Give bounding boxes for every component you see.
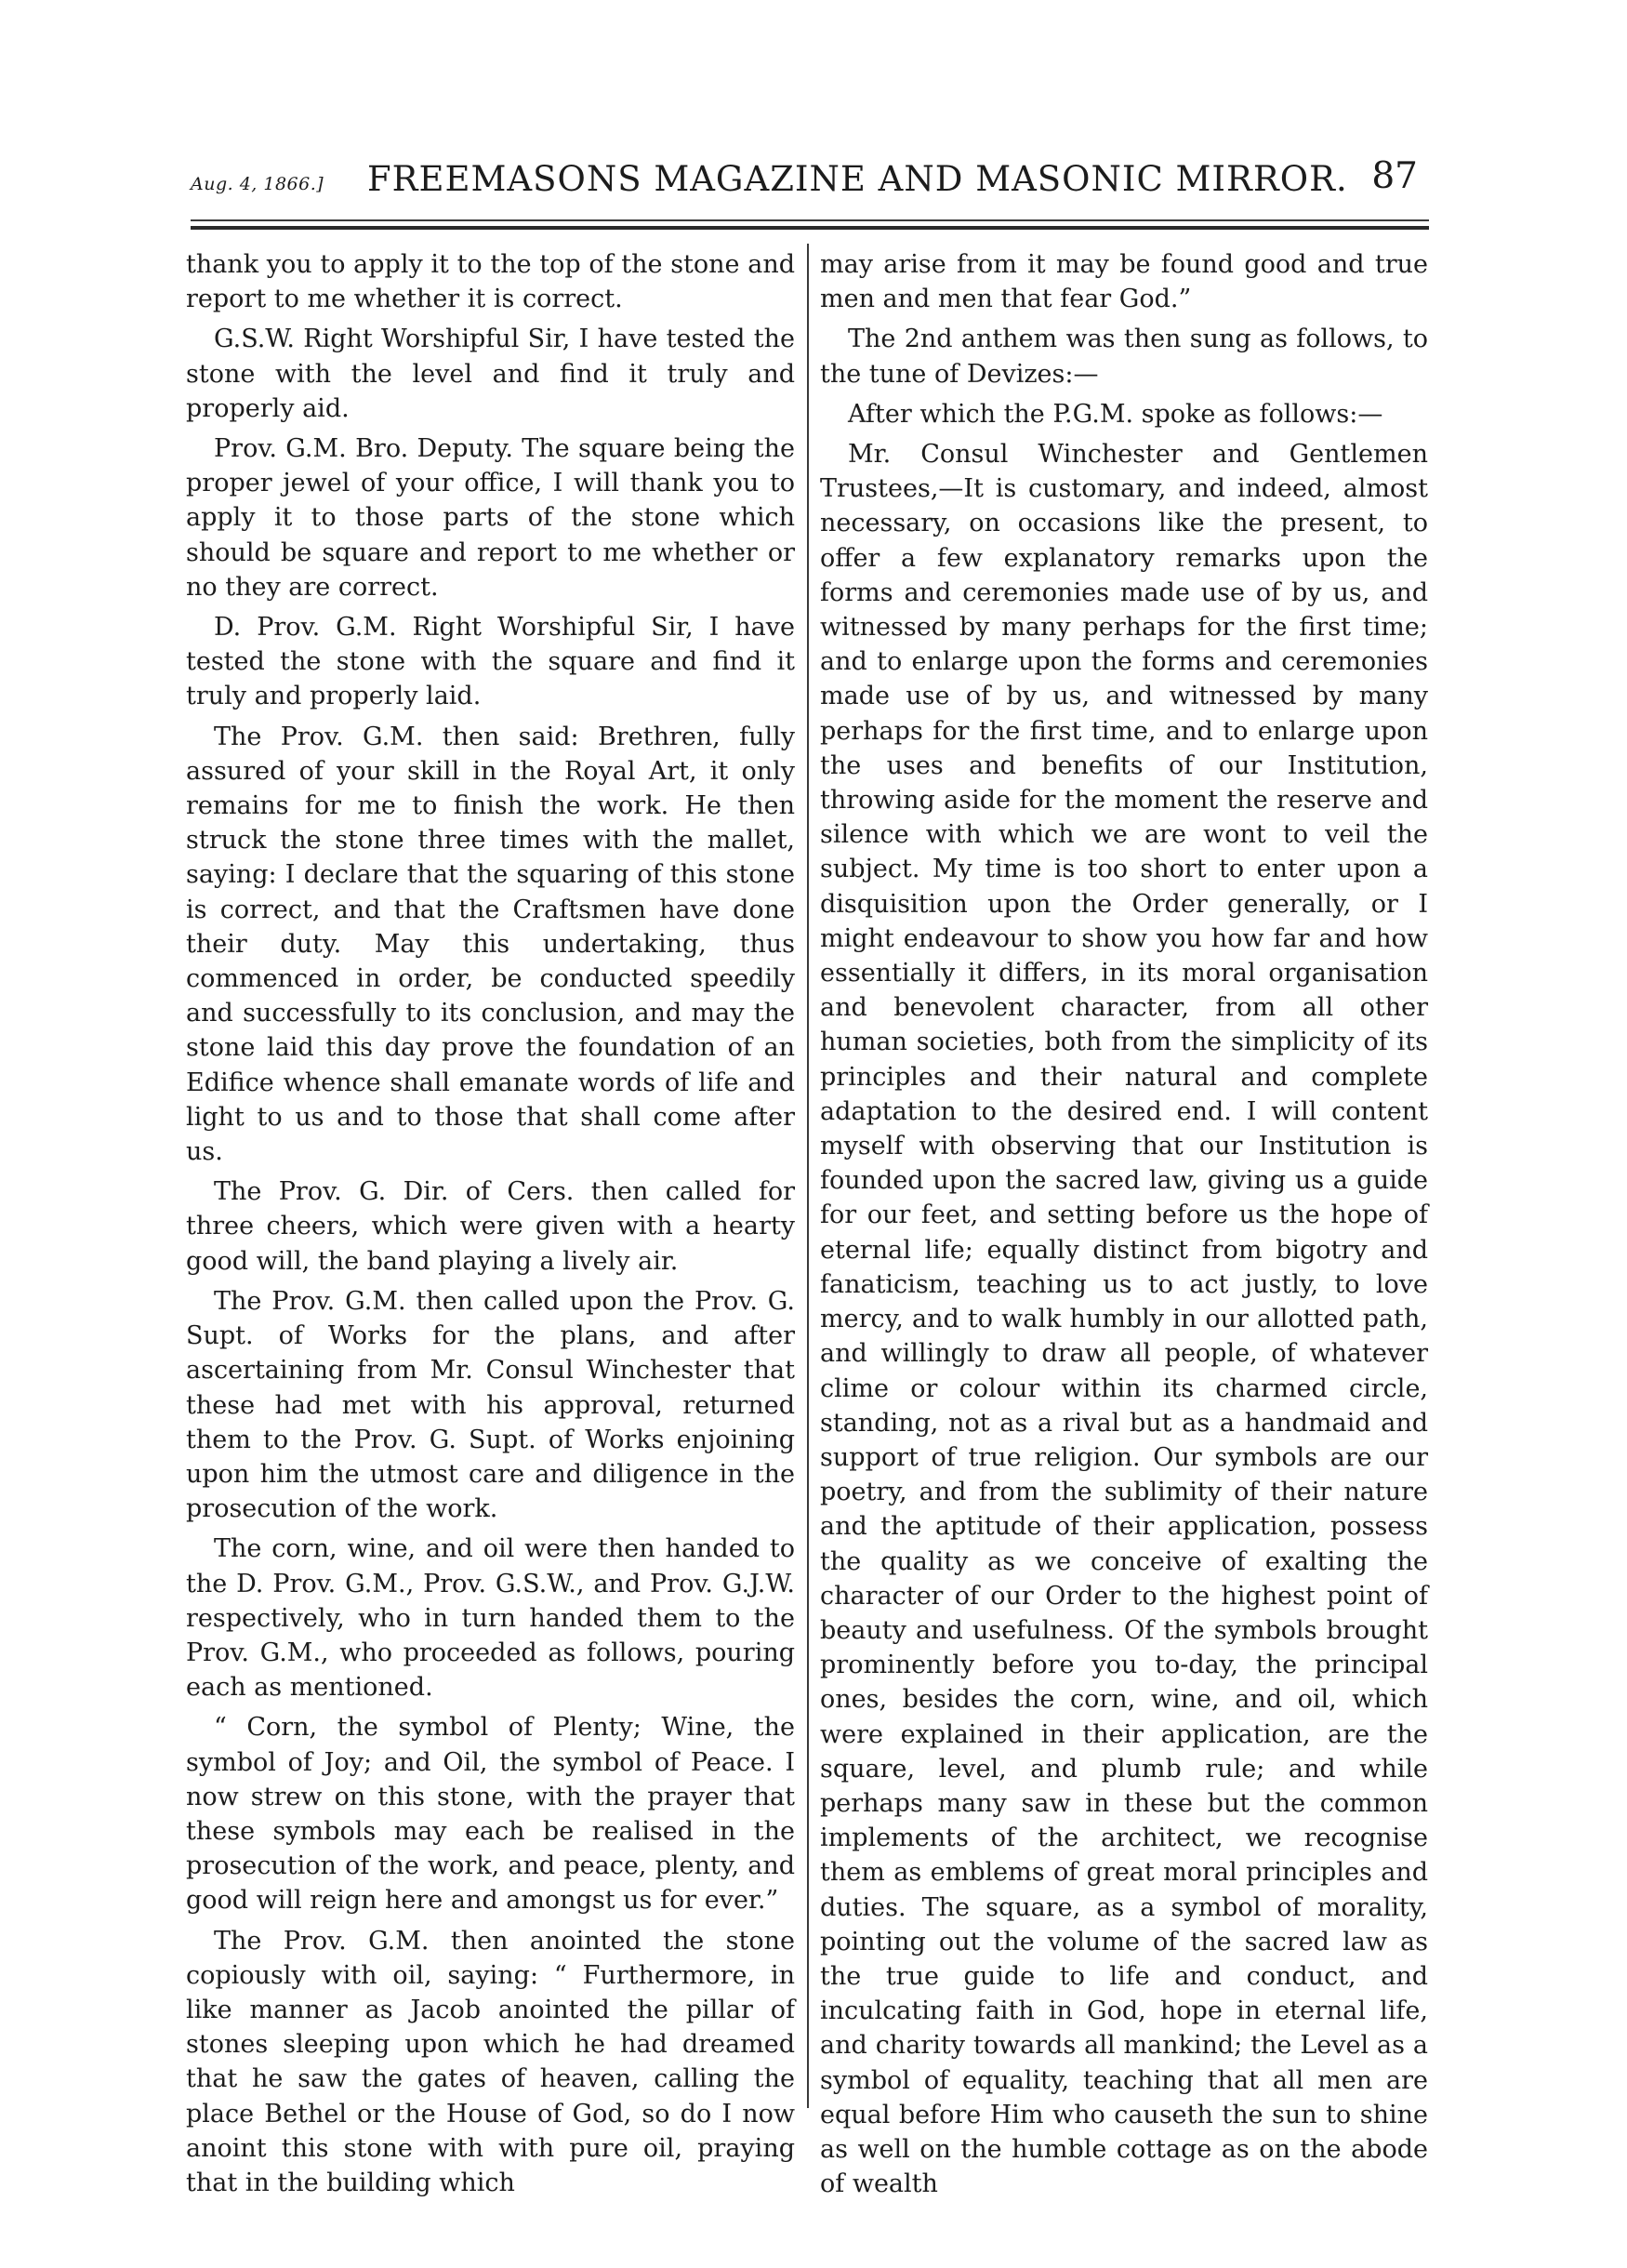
issue-date: Aug. 4, 1866.] xyxy=(191,174,324,194)
paragraph: “ Corn, the symbol of Plenty; Wine, the symbol of Joy; and Oil, the symbol of Peace. I now strew on this stone, with the prayer that these symbols may each be realised in the prosecution of the work, and peace, plenty, and good will reign here and amongst us for ever.” xyxy=(186,1713,795,1916)
page-header xyxy=(191,153,1436,209)
right-column xyxy=(820,247,1428,2199)
paragraph: Mr. Consul Winchester and Gentlemen Trustees,—It is customary, and indeed, almost necessary, on occasions like the present, to offer a few explanatory remarks upon the forms and ceremonies made use of by us, and witnessed by many perhaps for the first time; and to enlarge upon the forms and ceremonies made use of by us, and witnessed by many perhaps for the first time, and to enlarge upon the uses and benefits of our Institution, throwing aside for the moment the reserve and silence with which we are wont to veil the subject. My time is too short to enter upon a disquisition upon the Order generally, or I might endeavour to show you how far and how essentially it differs, in its moral organisation and benevolent character, from all other human societies, both from the simplicity of its principles and their natural and complete adaptation to the desired end. I will content myself with observing that our Institution is founded upon the sacred law, giving us a guide for our feet, and setting before us the hope of eternal life; equally distinct from bigotry and fanaticism, teaching us to act justly, to love mercy, and to walk humbly in our allotted path, and willingly to draw all people, of whatever clime or colour within its charmed circle, standing, not as a rival but as a handmaid and support of true religion. Our symbols are our poetry, and from the sublimity of their nature and the aptitude of their application, possess the quality as we conceive of exalting the character of our Order to the highest point of beauty and usefulness. Of the symbols brought prominently before you to-day, the principal ones, besides the corn, wine, and oil, which were explained in their application, are the square, level, and plumb rule; and while perhaps many saw in these but the common implements of the architect, we recognise them as emblems of great moral principles and duties. The square, as a symbol of morality, pointing out the volume of the sacred law as the true guide to life and conduct, and inculcating faith in God, hope in eternal life, and charity towards all mankind; the Level as a symbol of equality, teaching that all men are equal before Him who causeth the sun to shine as well on the humble cottage as on the abode of wealth xyxy=(820,440,1428,2199)
page-number: 87 xyxy=(1371,155,1418,197)
paragraph: The Prov. G.M. then called upon the Prov. G. Supt. of Works for the plans, and after ascertaining from Mr. Consul Winchester that these had met with his approval, returned them to the Prov. G. Supt. of Works enjoining upon him the utmost care and diligence in the prosecution of the work. xyxy=(186,1286,795,1524)
paragraph: may arise from it may be found good and true men and men that fear God.” xyxy=(820,250,1428,314)
paragraph: The Prov. G.M. then anointed the stone copiously with oil, saying: “ Furthermore, in like manner as Jacob anointed the pillar of stones sleeping upon which he had dreamed that he saw the gates of heaven, calling the place Bethel or the House of God, so do I now anoint this stone with with pure oil, praying that in the building which xyxy=(186,1926,795,2197)
header-rule-thick xyxy=(191,226,1429,230)
paragraph: After which the P.G.M. spoke as follows:— xyxy=(848,399,1383,429)
column-divider xyxy=(807,244,809,2108)
paragraph: G.S.W. Right Worshipful Sir, I have tested the stone with the level and find it truly and properly aid. xyxy=(186,325,795,423)
left-column xyxy=(186,247,795,2197)
paragraph: The Prov. G. Dir. of Cers. then called for three cheers, which were given with a hearty good will, the band playing a lively air. xyxy=(186,1177,795,1276)
paragraph: The 2nd anthem was then sung as follows, to the tune of Devizes:— xyxy=(820,325,1428,389)
paragraph: D. Prov. G.M. Right Worshipful Sir, I have tested the stone with the square and find it truly and properly laid. xyxy=(186,613,795,711)
header-rule-thin xyxy=(191,219,1429,221)
paragraph: The Prov. G.M. then said: Brethren, fully assured of your skill in the Royal Art, it only remains for me to finish the work. He then struck the stone three times with the mallet, saying: I declare that the squaring of this stone is correct, and that the Craftsmen have done their duty. May this undertaking, thus commenced in order, be conducted speedily and successfully to its conclusion, and may the stone laid this day prove the foundation of an Edifice whence shall emanate words of life and light to us and to those that shall come after us. xyxy=(186,722,795,1167)
paragraph: The corn, wine, and oil were then handed to the D. Prov. G.M., Prov. G.S.W., and Prov. G.J.W. respectively, who in turn handed them to the Prov. G.M., who proceeded as follows, pouring each as mentioned. xyxy=(186,1534,795,1703)
paragraph: thank you to apply it to the top of the stone and report to me whether it is correct. xyxy=(186,250,795,314)
masthead-title: FREEMASONS MAGAZINE AND MASONIC MIRROR. xyxy=(367,159,1348,199)
paragraph: Prov. G.M. Bro. Deputy. The square being the proper jewel of your office, I will thank you to apply it to those parts of the stone which should be square and report to me whether or no they are correct. xyxy=(186,434,795,602)
